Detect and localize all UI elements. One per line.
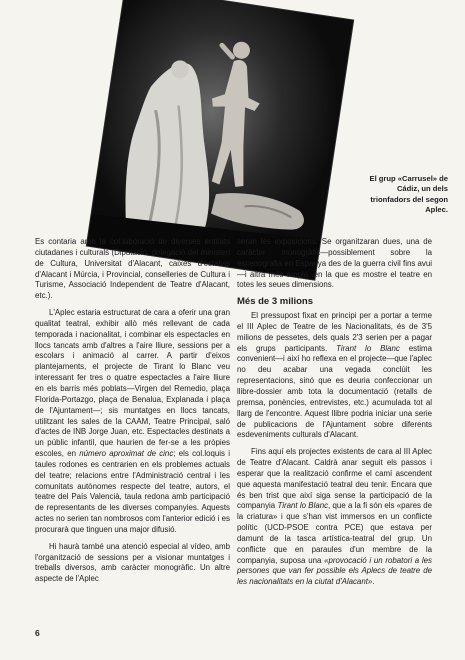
paragraph: Hi haurà també una atenció especial al vídeo, amb l'organització de sessions per a visionar muntatges i treballs diversos, amb caràcter monogràfic. Un altre aspecte de l'Aplec <box>35 541 230 584</box>
caption-line: Aplec. <box>425 205 448 215</box>
section-heading: Més de 3 milions <box>237 296 314 308</box>
emphasis-text: número aproximat de cinc <box>79 449 174 459</box>
page-number: 6 <box>35 628 40 638</box>
paragraph-text: . <box>372 577 375 587</box>
emphasis-text: Tirant lo Blanc <box>336 343 400 353</box>
caption-line: trionfadors del segon <box>370 194 448 204</box>
paragraph-text: , que a la fi són els «pares de la criatura» i que s'han vist immersos en un conflicte polític (UCD-PSOE contra PCE) que estava per damunt de la tasca artística-teatral del grup. Un conflicte que en paraules d'un membre de la companyia, suposa una <box>237 501 432 565</box>
caption-line: El grup «Carrusel» de <box>369 174 448 183</box>
paragraph <box>237 311 432 441</box>
emphasis-text: Tirant lo Blanc <box>277 501 329 511</box>
paragraph-text: estima convenient—i així ho reflexa en el projecte—que l'aplec no deu acabar una vegada conclùit les representacions, sinó que es deuria confeccionar un llibre-dossier amb tota la documentació (retalls de premsa, ponències, entrevistes, etc.) acumulada tot al llarg de l'encontre. Aquest llibre podria iniciar una serie de publicacions de l'Ajuntament sobre diferents esdeveniments culturals d'Alacant. <box>237 343 432 440</box>
paragraph: seran les exposicions. Se organitzaran dues, una de caràcter monogràfic—possiblement sobre la escenografia en Espanya des de la guerra civil fins avui—i altra més ampla, en la que es mostre el teatre en totes les seues dimensions. <box>237 237 432 290</box>
paragraph-text: Fins aquí els projectes existents de cara al III Aplec de Teatre d'Alacant. Caldrà anar seguit els passos i esperar que la realització confirme el camí ascendent que aquesta manifestació teatral deu tenir. Encara que és ben trist que així siga sense la participació de la companyia <box>237 447 432 511</box>
quote-text: «provocació i un robatori a les persones que van fer possible els Aplecs de teatre de les nacionalitats en la ciutat d'Alacant» <box>237 555 432 587</box>
paragraph-text: ; els col.loquis i taules rodones es centrarien en els problemes actuals del teatre; relacions entre l'Administració central i les comunitats autònomes respecte del teatre, autors, el teatre del País Valencià, taula redona amb participació de representants de les diverses companyies. Aquests actes no serien tan nombrosos com l'anterior edició i es procurarà que tinguen una major difusió. <box>35 449 231 534</box>
left-column <box>35 237 230 591</box>
photo-caption <box>330 174 448 216</box>
paragraph: Es contaria amb la col.laboració de diverses entitats ciutadanes i culturals (Diputació, delegació del ministeri de Cultura, Universitat d'Alacant, caixes d'estalvis d'Alacant i Múrcia, i Provincial, conselleries de Cultura i Turisme, Associació Independent de Teatre d'Alacant, etc.). <box>35 237 230 301</box>
caption-line: Cádiz, un dels <box>396 184 448 194</box>
paragraph <box>35 308 230 536</box>
paragraph <box>237 447 432 588</box>
paragraph-text: El pressupost fixat en principi per a portar a terme el III Aplec de Teatre de les Nacionalitats, és de 3'5 milions de pessetes, dels quals 2'3 serien per a pagar els grups participants. <box>237 311 432 353</box>
paragraph-text: L'Aplec estaria estructurat de cara a oferir una gran qualitat teatral, exhibir allò més rellevant de cada temporada i nacionalitat, i combinar els espectacles en llocs tancats amb d'altres a l'aire lliure, sessions per a escolars i animació al carrer. A partir d'eixos plantejaments, el projecte de Tirant lo Blanc veu interessant fer tres o quatre espectacles a l'aire lliure en els barris més poblats—Virgen del Remedio, plaça Florida-Portazgo, plaça de Benalua, Explanada i plaça de l'Ajuntament—; sis muntatges en llocs tancats, utilitzant les sales de la CAAM, Teatre Principal, saló d'actes de INB Jorge Juan, etc. Espectacles destinats a un públic infantil, que haurien de fer-se a les pròpies escoles, en <box>35 308 230 459</box>
right-column <box>237 237 432 594</box>
